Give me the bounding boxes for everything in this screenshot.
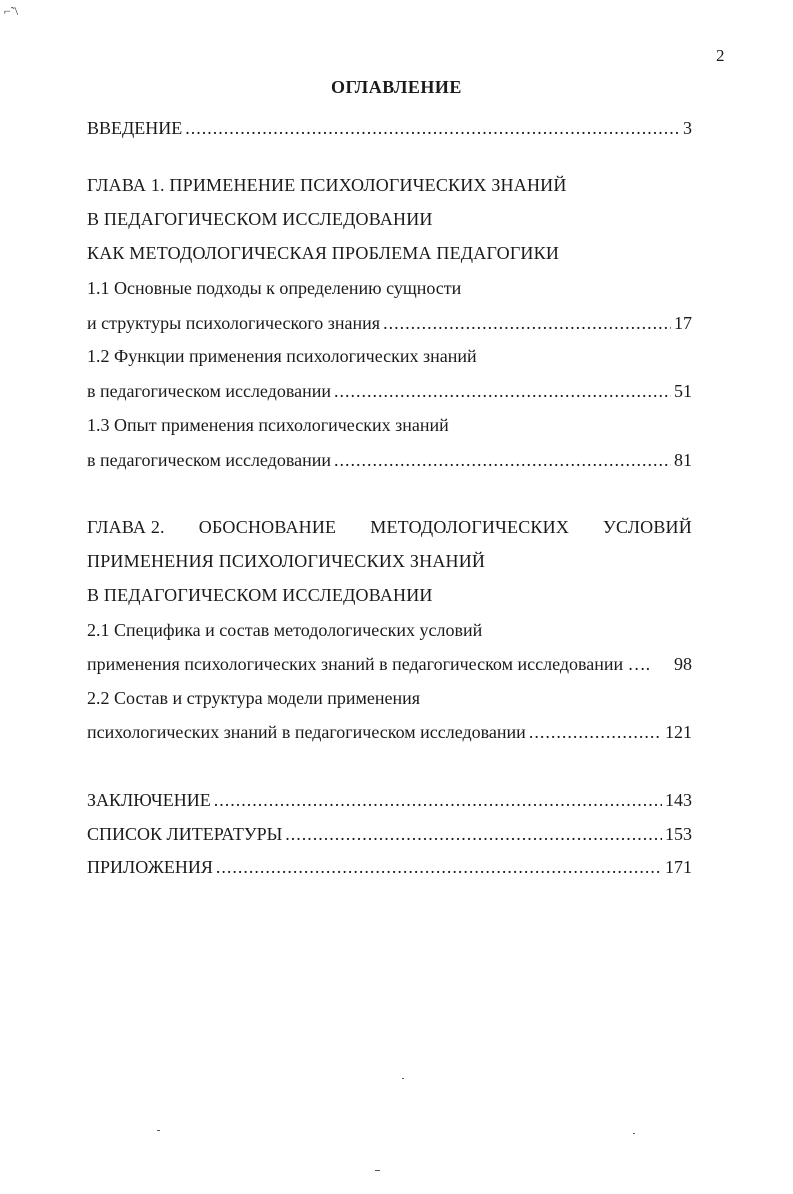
chapter1-heading-line: КАК МЕТОДОЛОГИЧЕСКАЯ ПРОБЛЕМА ПЕДАГОГИКИ xyxy=(87,243,560,263)
dot-leader xyxy=(334,381,671,402)
heading-word: ОБОСНОВАНИЕ xyxy=(198,517,337,537)
page-number: 2 xyxy=(716,46,725,65)
toc-entry-label: ВВЕДЕНИЕ xyxy=(87,118,183,138)
section-1-3-title: 1.3 Опыт применения психологических знаний xyxy=(87,415,449,435)
dot-leader xyxy=(214,790,662,811)
toc-entry-intro[interactable] xyxy=(87,118,692,139)
page-title: ОГЛАВЛЕНИЕ xyxy=(331,77,462,97)
toc-entry-1-2[interactable] xyxy=(87,381,692,402)
heading-word: ГЛАВА 2. xyxy=(87,517,165,537)
dot-leader xyxy=(334,450,671,471)
chapter1-heading-line: ГЛАВА 1. ПРИМЕНЕНИЕ ПСИХОЛОГИЧЕСКИХ ЗНАНИЙ xyxy=(87,175,567,195)
dot-leader xyxy=(285,824,662,845)
toc-entry-label: в педагогическом исследовании xyxy=(87,381,331,401)
heading-word: МЕТОДОЛОГИЧЕСКИХ xyxy=(370,517,570,537)
toc-entry-label: применения психологических знаний в педагогическом исследовании …. xyxy=(87,654,651,674)
toc-entry-label: в педагогическом исследовании xyxy=(87,450,331,470)
toc-entry-label: ЗАКЛЮЧЕНИЕ xyxy=(87,790,211,810)
chapter1-heading-line: В ПЕДАГОГИЧЕСКОМ ИССЛЕДОВАНИИ xyxy=(87,209,433,229)
toc-entry-page: 81 xyxy=(674,450,692,470)
toc-entry-page: 153 xyxy=(665,824,692,844)
toc-entry-page: 17 xyxy=(674,313,692,333)
dot-leader xyxy=(216,857,662,878)
toc-entry-conclusion[interactable] xyxy=(87,790,692,811)
toc-entry-1-1[interactable] xyxy=(87,313,692,334)
scan-speck xyxy=(157,1130,160,1131)
toc-entry-2-2[interactable] xyxy=(87,722,692,743)
toc-entry-label: ПРИЛОЖЕНИЯ xyxy=(87,857,213,877)
scan-speck xyxy=(633,1133,635,1134)
dot-leader xyxy=(529,722,662,743)
toc-entry-page: 171 xyxy=(665,857,692,877)
section-2-1-title: 2.1 Специфика и состав методологических условий xyxy=(87,620,483,640)
section-2-2-title: 2.2 Состав и структура модели применения xyxy=(87,688,421,708)
chapter2-heading-line xyxy=(87,517,692,538)
toc-entry-label: СПИСОК ЛИТЕРАТУРЫ xyxy=(87,824,283,844)
toc-entry-page: 98 xyxy=(674,654,692,674)
section-1-1-title: 1.1 Основные подходы к определению сущности xyxy=(87,278,462,298)
heading-word: УСЛОВИЙ xyxy=(603,517,692,537)
dot-leader xyxy=(185,118,680,139)
toc-entry-page: 143 xyxy=(665,790,692,810)
chapter2-heading-line: В ПЕДАГОГИЧЕСКОМ ИССЛЕДОВАНИИ xyxy=(87,585,433,605)
scan-speck xyxy=(402,1078,404,1079)
scan-mark: ⌐˜\ xyxy=(4,4,19,18)
toc-entry-appendices[interactable] xyxy=(87,857,692,878)
section-1-2-title: 1.2 Функции применения психологических знаний xyxy=(87,346,477,366)
scan-speck xyxy=(375,1170,380,1171)
toc-entry-page: 121 xyxy=(665,722,692,742)
chapter2-heading-line: ПРИМЕНЕНИЯ ПСИХОЛОГИЧЕСКИХ ЗНАНИЙ xyxy=(87,551,486,571)
toc-entry-page: 51 xyxy=(674,381,692,401)
toc-entry-1-3[interactable] xyxy=(87,450,692,471)
toc-entry-bibliography[interactable] xyxy=(87,824,692,845)
toc-entry-2-1[interactable] xyxy=(87,654,692,675)
dot-leader xyxy=(383,313,671,334)
toc-entry-label: психологических знаний в педагогическом исследовании xyxy=(87,722,526,742)
toc-entry-page: 3 xyxy=(683,118,692,138)
toc-entry-label: и структуры психологического знания xyxy=(87,313,381,333)
